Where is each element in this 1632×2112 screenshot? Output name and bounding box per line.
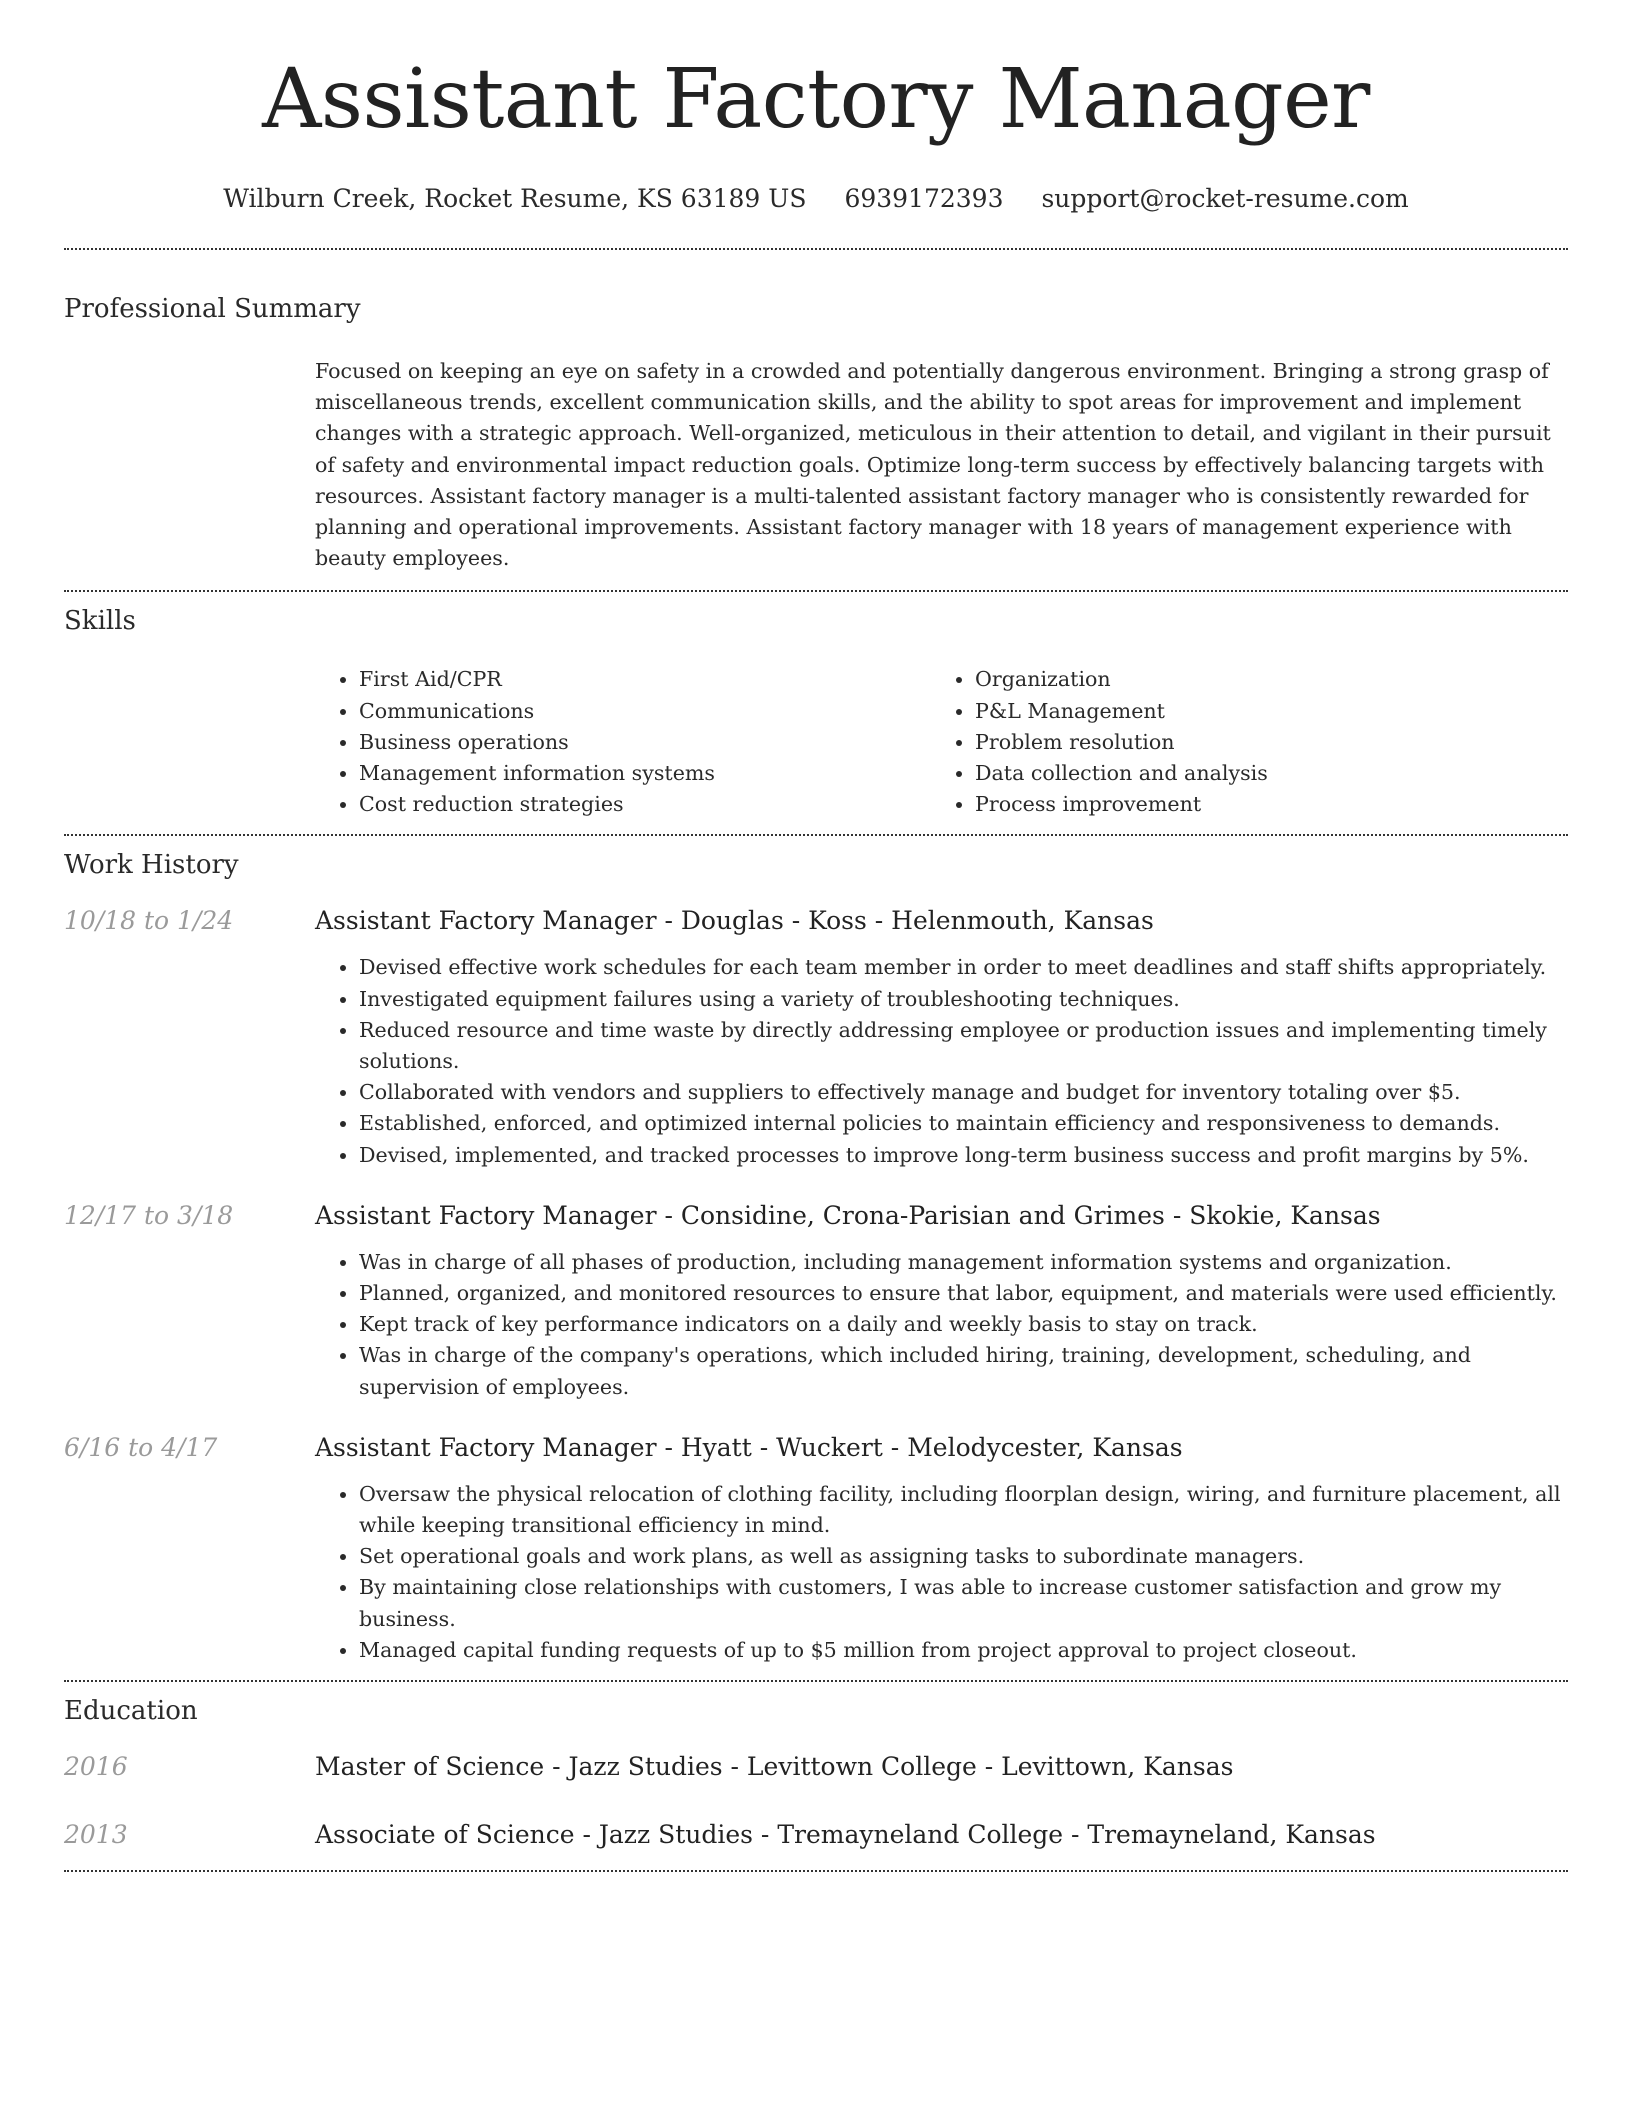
job-date: 12/17 to 3/18	[64, 1200, 234, 1230]
summary-section	[64, 292, 1568, 590]
skill-item: • Communications	[359, 696, 931, 727]
skill-item: • Management information systems	[359, 758, 931, 789]
job-bullet: • Kept track of key performance indicators on a daily and weekly basis to stay on track.	[359, 1309, 1568, 1340]
contact-line	[64, 182, 1568, 216]
education-entry	[64, 1818, 1568, 1852]
job-bullet: • Established, enforced, and optimized internal policies to maintain efficiency and responsiveness to demands.	[359, 1108, 1568, 1139]
job-bullet: • Collaborated with vendors and suppliers to effectively manage and budget for inventory totaling over $5.	[359, 1077, 1568, 1108]
job-bullet: • Investigated equipment failures using a variety of troubleshooting techniques.	[359, 984, 1568, 1015]
job-bullet: • Was in charge of the company's operations, which included hiring, training, development, scheduling, and supervision of employees.	[359, 1340, 1568, 1402]
job-bullet: • Devised, implemented, and tracked processes to improve long-term business success and profit margins by 5%.	[359, 1140, 1568, 1171]
job-bullet: • Devised effective work schedules for each team member in order to meet deadlines and staff shifts appropriately.	[359, 952, 1568, 983]
contact-address: Wilburn Creek, Rocket Resume, KS 63189 US	[223, 184, 807, 213]
job-bullets	[315, 1247, 1568, 1403]
skill-item: • Organization	[975, 664, 1547, 695]
divider	[64, 590, 1568, 592]
divider	[64, 248, 1568, 250]
job-bullets	[315, 1479, 1568, 1666]
job-bullet: • Managed capital funding requests of up to $5 million from project approval to project closeout.	[359, 1635, 1568, 1666]
job-heading: Assistant Factory Manager - Hyatt - Wuckert - Melodycester, Kansas	[315, 1432, 1183, 1462]
job-bullet: • Oversaw the physical relocation of clothing facility, including floorplan design, wiring, and furniture placement, all while keeping transitional efficiency in mind.	[359, 1479, 1568, 1541]
divider	[64, 1870, 1568, 1872]
skill-item: • Data collection and analysis	[975, 758, 1547, 789]
divider	[64, 834, 1568, 836]
job-bullet: • By maintaining close relationships with customers, I was able to increase customer satisfaction and grow my business.	[359, 1572, 1568, 1634]
education-entry	[64, 1750, 1568, 1784]
job-bullet: • Was in charge of all phases of production, including management information systems and organization.	[359, 1247, 1568, 1278]
skill-item: • Process improvement	[975, 789, 1547, 820]
job-entry	[64, 904, 1568, 1170]
section-title: Education	[64, 1696, 198, 1727]
job-heading: Assistant Factory Manager - Douglas - Koss - Helenmouth, Kansas	[315, 906, 1154, 936]
skill-item: • First Aid/CPR	[359, 664, 931, 695]
job-entry	[64, 1199, 1568, 1403]
skill-item: • P&L Management	[975, 696, 1547, 727]
skills-list-left	[315, 664, 931, 820]
education-degree: Master of Science - Jazz Studies - Levittown College - Levittown, Kansas	[315, 1752, 1234, 1782]
divider	[64, 1680, 1568, 1682]
skill-item: • Problem resolution	[975, 727, 1547, 758]
work-section	[64, 848, 1568, 1680]
education-section	[64, 1694, 1568, 1870]
contact-email: support@rocket-resume.com	[1041, 184, 1409, 213]
section-title: Professional Summary	[64, 294, 361, 324]
education-year: 2016	[64, 1752, 128, 1782]
section-title: Skills	[64, 606, 136, 637]
job-date: 10/18 to 1/24	[64, 906, 234, 936]
job-bullet: • Planned, organized, and monitored resources to ensure that labor, equipment, and materials were used efficiently.	[359, 1278, 1568, 1309]
contact-phone: 6939172393	[844, 184, 1004, 213]
education-year: 2013	[64, 1820, 128, 1850]
summary-text: Focused on keeping an eye on safety in a crowded and potentially dangerous environment. Bringing a strong grasp of miscellaneous trends, excellent communication skills, and the ability to spot areas for improvement and implement changes with a strategic approach. Well-organized, meticulous in their attention to detail, and vigilant in their pursuit of safety and environmental impact reduction goals. Optimize long-term success by effectively balancing targets with resources. Assistant factory manager is a multi-talented assistant factory manager who is consistently rewarded for planning and operational improvements. Assistant factory manager with 18 years of management experience with beauty employees.	[315, 359, 1551, 571]
job-bullet: • Set operational goals and work plans, as well as assigning tasks to subordinate managers.	[359, 1541, 1568, 1572]
job-entry	[64, 1431, 1568, 1666]
skills-section	[64, 604, 1568, 834]
job-date: 6/16 to 4/17	[64, 1432, 218, 1462]
job-heading: Assistant Factory Manager - Considine, Crona-Parisian and Grimes - Skokie, Kansas	[315, 1200, 1381, 1230]
resume-name: Assistant Factory Manager	[262, 52, 1370, 147]
education-degree: Associate of Science - Jazz Studies - Tremayneland College - Tremayneland, Kansas	[315, 1820, 1376, 1850]
job-bullet: • Reduced resource and time waste by directly addressing employee or production issues and implementing timely solutions.	[359, 1015, 1568, 1077]
job-bullets	[315, 952, 1568, 1170]
skills-list-right	[931, 664, 1547, 820]
section-title: Work History	[64, 850, 239, 881]
skill-item: • Business operations	[359, 727, 931, 758]
skill-item: • Cost reduction strategies	[359, 789, 931, 820]
